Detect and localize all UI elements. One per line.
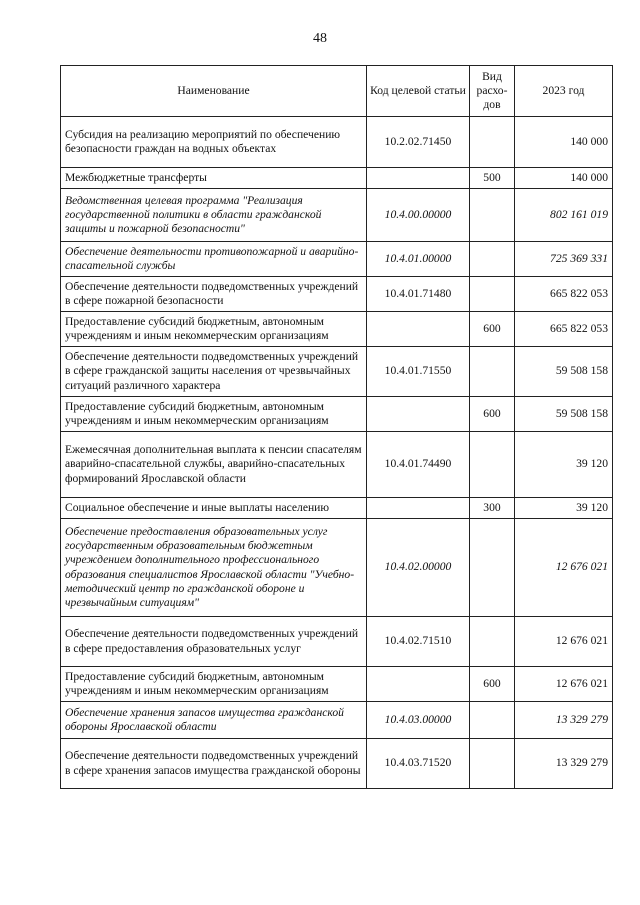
cell-name: Предоставление субсидий бюджетным, автономным учреждениям и иным некоммерческим организациям — [61, 667, 367, 702]
cell-amount: 802 161 019 — [515, 189, 613, 242]
table-row — [61, 519, 613, 617]
cell-code: 10.4.02.00000 — [367, 519, 470, 617]
cell-amount: 12 676 021 — [515, 617, 613, 667]
cell-kind — [470, 117, 515, 168]
cell-name: Социальное обеспечение и иные выплаты населению — [61, 498, 367, 519]
cell-code — [367, 498, 470, 519]
table-header-row — [61, 66, 613, 117]
cell-kind: 600 — [470, 312, 515, 347]
cell-amount: 13 329 279 — [515, 702, 613, 739]
budget-table — [60, 65, 613, 789]
cell-code: 10.4.03.71520 — [367, 739, 470, 789]
cell-amount: 665 822 053 — [515, 277, 613, 312]
cell-name: Обеспечение деятельности подведомственных учреждений в сфере предоставления образовательных услуг — [61, 617, 367, 667]
cell-amount: 39 120 — [515, 498, 613, 519]
table-row — [61, 667, 613, 702]
cell-name: Межбюджетные трансферты — [61, 168, 367, 189]
cell-code: 10.2.02.71450 — [367, 117, 470, 168]
cell-name: Ведомственная целевая программа "Реализация государственной политики в области гражданской защиты и пожарной безопасности" — [61, 189, 367, 242]
cell-amount: 12 676 021 — [515, 667, 613, 702]
cell-name: Предоставление субсидий бюджетным, автономным учреждениям и иным некоммерческим организациям — [61, 397, 367, 432]
table-row — [61, 168, 613, 189]
table-row — [61, 312, 613, 347]
cell-name: Субсидия на реализацию мероприятий по обеспечению безопасности граждан на водных объектах — [61, 117, 367, 168]
cell-amount: 13 329 279 — [515, 739, 613, 789]
table-row — [61, 498, 613, 519]
cell-code: 10.4.01.71480 — [367, 277, 470, 312]
page-number: 48 — [313, 31, 327, 46]
cell-name: Обеспечение деятельности противопожарной и аварийно-спасательной службы — [61, 242, 367, 277]
cell-amount: 140 000 — [515, 117, 613, 168]
cell-amount: 725 369 331 — [515, 242, 613, 277]
cell-code — [367, 312, 470, 347]
cell-kind: 300 — [470, 498, 515, 519]
cell-code — [367, 667, 470, 702]
header-year: 2023 год — [515, 66, 613, 117]
cell-kind — [470, 432, 515, 498]
cell-code: 10.4.01.00000 — [367, 242, 470, 277]
cell-kind — [470, 277, 515, 312]
cell-kind: 600 — [470, 667, 515, 702]
cell-name: Обеспечение деятельности подведомственных учреждений в сфере хранения запасов имущества гражданской обороны — [61, 739, 367, 789]
cell-name: Предоставление субсидий бюджетным, автономным учреждениям и иным некоммерческим организациям — [61, 312, 367, 347]
table-row — [61, 242, 613, 277]
cell-kind — [470, 242, 515, 277]
table-row — [61, 432, 613, 498]
cell-code: 10.4.03.00000 — [367, 702, 470, 739]
header-name: Наименование — [61, 66, 367, 117]
header-kind: Вид расхо-дов — [470, 66, 515, 117]
cell-name: Обеспечение деятельности подведомственных учреждений в сфере гражданской защиты населения от чрезвычайных ситуаций различного характера — [61, 347, 367, 397]
table-row — [61, 117, 613, 168]
cell-name: Обеспечение предоставления образовательных услуг государственным образовательным бюджетным учреждением дополнительного профессионального образования специалистов Ярославской области "Учебно-методический центр по гражданской обороне и чрезвычайным ситуациям" — [61, 519, 367, 617]
table-row — [61, 739, 613, 789]
cell-kind: 600 — [470, 397, 515, 432]
table-row — [61, 277, 613, 312]
cell-code: 10.4.02.71510 — [367, 617, 470, 667]
cell-kind — [470, 519, 515, 617]
cell-code: 10.4.01.74490 — [367, 432, 470, 498]
table-row — [61, 397, 613, 432]
table-row — [61, 347, 613, 397]
cell-kind — [470, 189, 515, 242]
cell-kind — [470, 617, 515, 667]
table-row — [61, 702, 613, 739]
cell-code — [367, 397, 470, 432]
header-code: Код целевой статьи — [367, 66, 470, 117]
cell-code — [367, 168, 470, 189]
table-row — [61, 617, 613, 667]
cell-name: Обеспечение хранения запасов имущества гражданской обороны Ярославской области — [61, 702, 367, 739]
cell-name: Обеспечение деятельности подведомственных учреждений в сфере пожарной безопасности — [61, 277, 367, 312]
cell-kind — [470, 739, 515, 789]
cell-code: 10.4.00.00000 — [367, 189, 470, 242]
cell-amount: 140 000 — [515, 168, 613, 189]
cell-name: Ежемесячная дополнительная выплата к пенсии спасателям аварийно-спасательной службы, аварийно-спасательных формирований Ярославской области — [61, 432, 367, 498]
cell-kind — [470, 347, 515, 397]
cell-code: 10.4.01.71550 — [367, 347, 470, 397]
cell-amount: 39 120 — [515, 432, 613, 498]
cell-kind: 500 — [470, 168, 515, 189]
table-row — [61, 189, 613, 242]
cell-kind — [470, 702, 515, 739]
cell-amount: 665 822 053 — [515, 312, 613, 347]
cell-amount: 59 508 158 — [515, 397, 613, 432]
cell-amount: 12 676 021 — [515, 519, 613, 617]
cell-amount: 59 508 158 — [515, 347, 613, 397]
